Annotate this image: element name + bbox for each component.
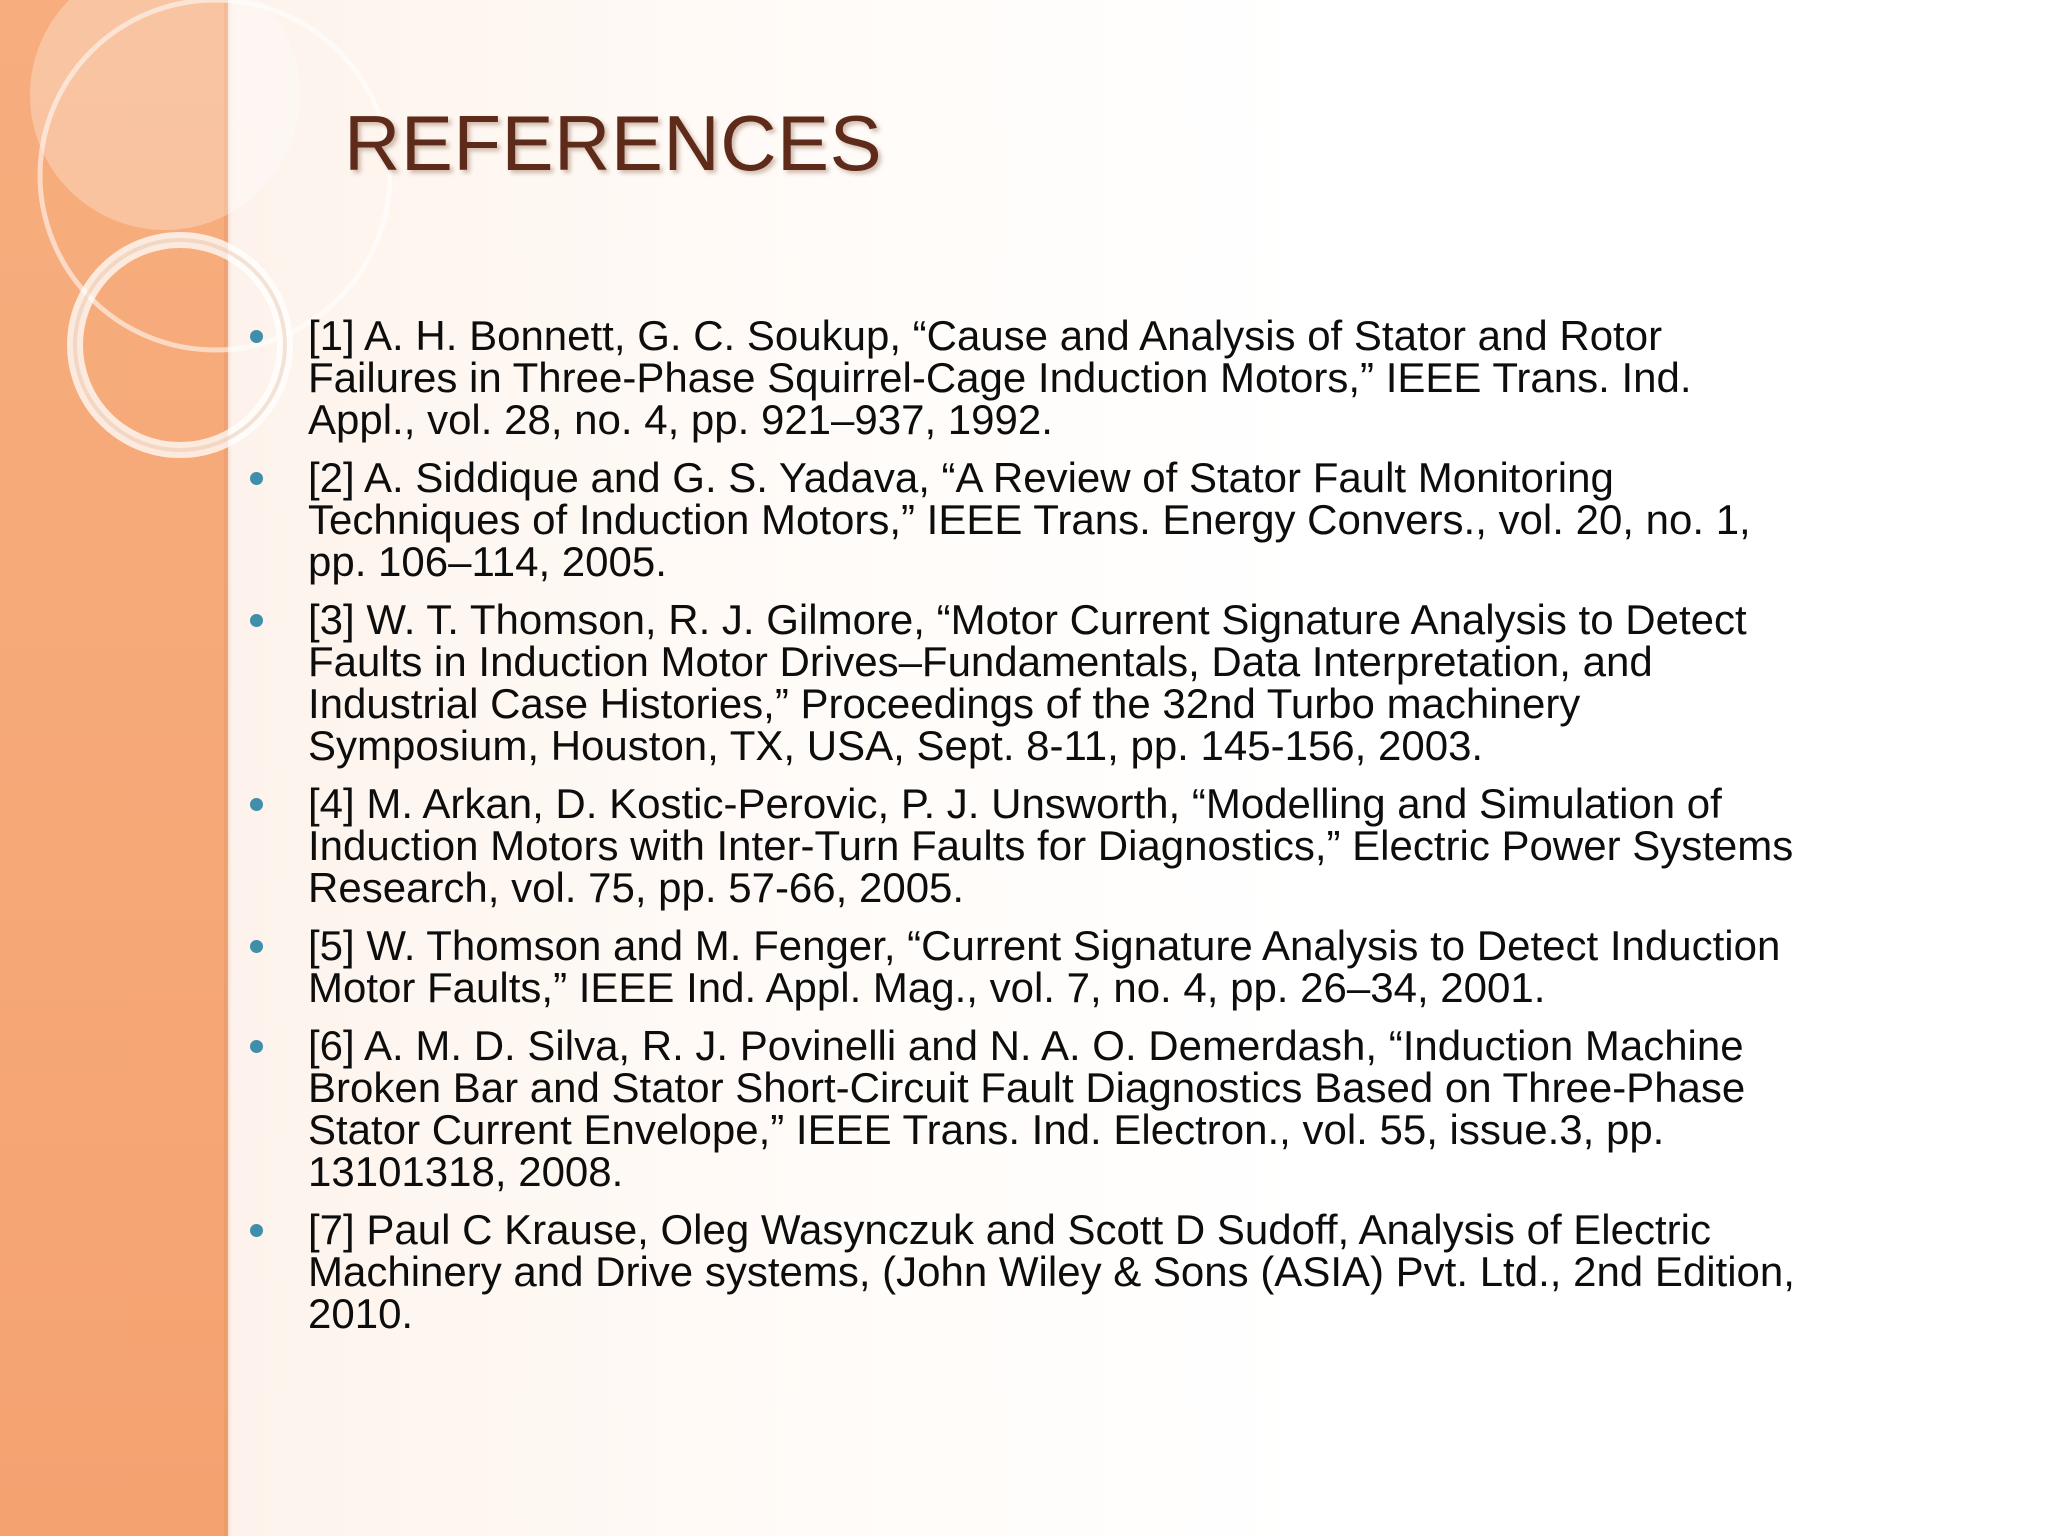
reference-line: 2010. xyxy=(308,1290,414,1337)
deco-circle-fill xyxy=(30,0,300,230)
reference-line: Broken Bar and Stator Short-Circuit Fault Diagnostics Based on Three-Phase xyxy=(308,1064,1746,1111)
reference-item xyxy=(236,312,1936,443)
reference-line: [2] A. Siddique and G. S. Yadava, “A Review of Stator Fault Monitoring xyxy=(308,454,1614,501)
reference-item xyxy=(236,922,1936,1011)
bullet-icon xyxy=(250,472,263,485)
reference-line: Machinery and Drive systems, (John Wiley & Sons (ASIA) Pvt. Ltd., 2nd Edition, xyxy=(308,1248,1795,1295)
reference-line: Industrial Case Histories,” Proceedings of the 32nd Turbo machinery xyxy=(308,680,1581,727)
reference-line: [1] A. H. Bonnett, G. C. Soukup, “Cause and Analysis of Stator and Rotor xyxy=(308,312,1663,359)
bullet-icon xyxy=(250,330,263,343)
reference-item xyxy=(236,780,1936,911)
reference-line: [6] A. M. D. Silva, R. J. Povinelli and N. A. O. Demerdash, “Induction Machine xyxy=(308,1022,1744,1069)
reference-line: [4] M. Arkan, D. Kostic-Perovic, P. J. Unsworth, “Modelling and Simulation of xyxy=(308,780,1722,827)
reference-line: Induction Motors with Inter-Turn Faults for Diagnostics,” Electric Power Systems xyxy=(308,822,1794,869)
reference-item xyxy=(236,1206,1936,1337)
bullet-icon xyxy=(250,798,263,811)
reference-line: Motor Faults,” IEEE Ind. Appl. Mag., vol. 7, no. 4, pp. 26–34, 2001. xyxy=(308,964,1546,1011)
reference-line: Faults in Induction Motor Drives–Fundamentals, Data Interpretation, and xyxy=(308,638,1653,685)
bullet-icon xyxy=(250,614,263,627)
reference-line: [7] Paul C Krause, Oleg Wasynczuk and Scott D Sudoff, Analysis of Electric xyxy=(308,1206,1711,1253)
reference-item xyxy=(236,1022,1936,1195)
slide-title: REFERENCES xyxy=(344,99,883,187)
reference-line: Techniques of Induction Motors,” IEEE Trans. Energy Convers., vol. 20, no. 1, xyxy=(308,496,1751,543)
reference-line: Appl., vol. 28, no. 4, pp. 921–937, 1992. xyxy=(308,396,1053,443)
reference-item xyxy=(236,454,1936,585)
reference-line: 13101318, 2008. xyxy=(308,1148,624,1195)
reference-line: [5] W. Thomson and M. Fenger, “Current Signature Analysis to Detect Induction xyxy=(308,922,1781,969)
reference-line: Symposium, Houston, TX, USA, Sept. 8-11, pp. 145-156, 2003. xyxy=(308,722,1484,769)
reference-line: Research, vol. 75, pp. 57-66, 2005. xyxy=(308,864,965,911)
reference-line: pp. 106–114, 2005. xyxy=(308,538,667,585)
reference-line: Stator Current Envelope,” IEEE Trans. Ind. Electron., vol. 55, issue.3, pp. xyxy=(308,1106,1665,1153)
bullet-icon xyxy=(250,1040,263,1053)
reference-item xyxy=(236,596,1936,769)
bullet-icon xyxy=(250,940,263,953)
bullet-icon xyxy=(250,1224,263,1237)
reference-list xyxy=(236,312,1936,1351)
reference-line: Failures in Three-Phase Squirrel-Cage Induction Motors,” IEEE Trans. Ind. xyxy=(308,354,1692,401)
reference-line: [3] W. T. Thomson, R. J. Gilmore, “Motor Current Signature Analysis to Detect xyxy=(308,596,1747,643)
